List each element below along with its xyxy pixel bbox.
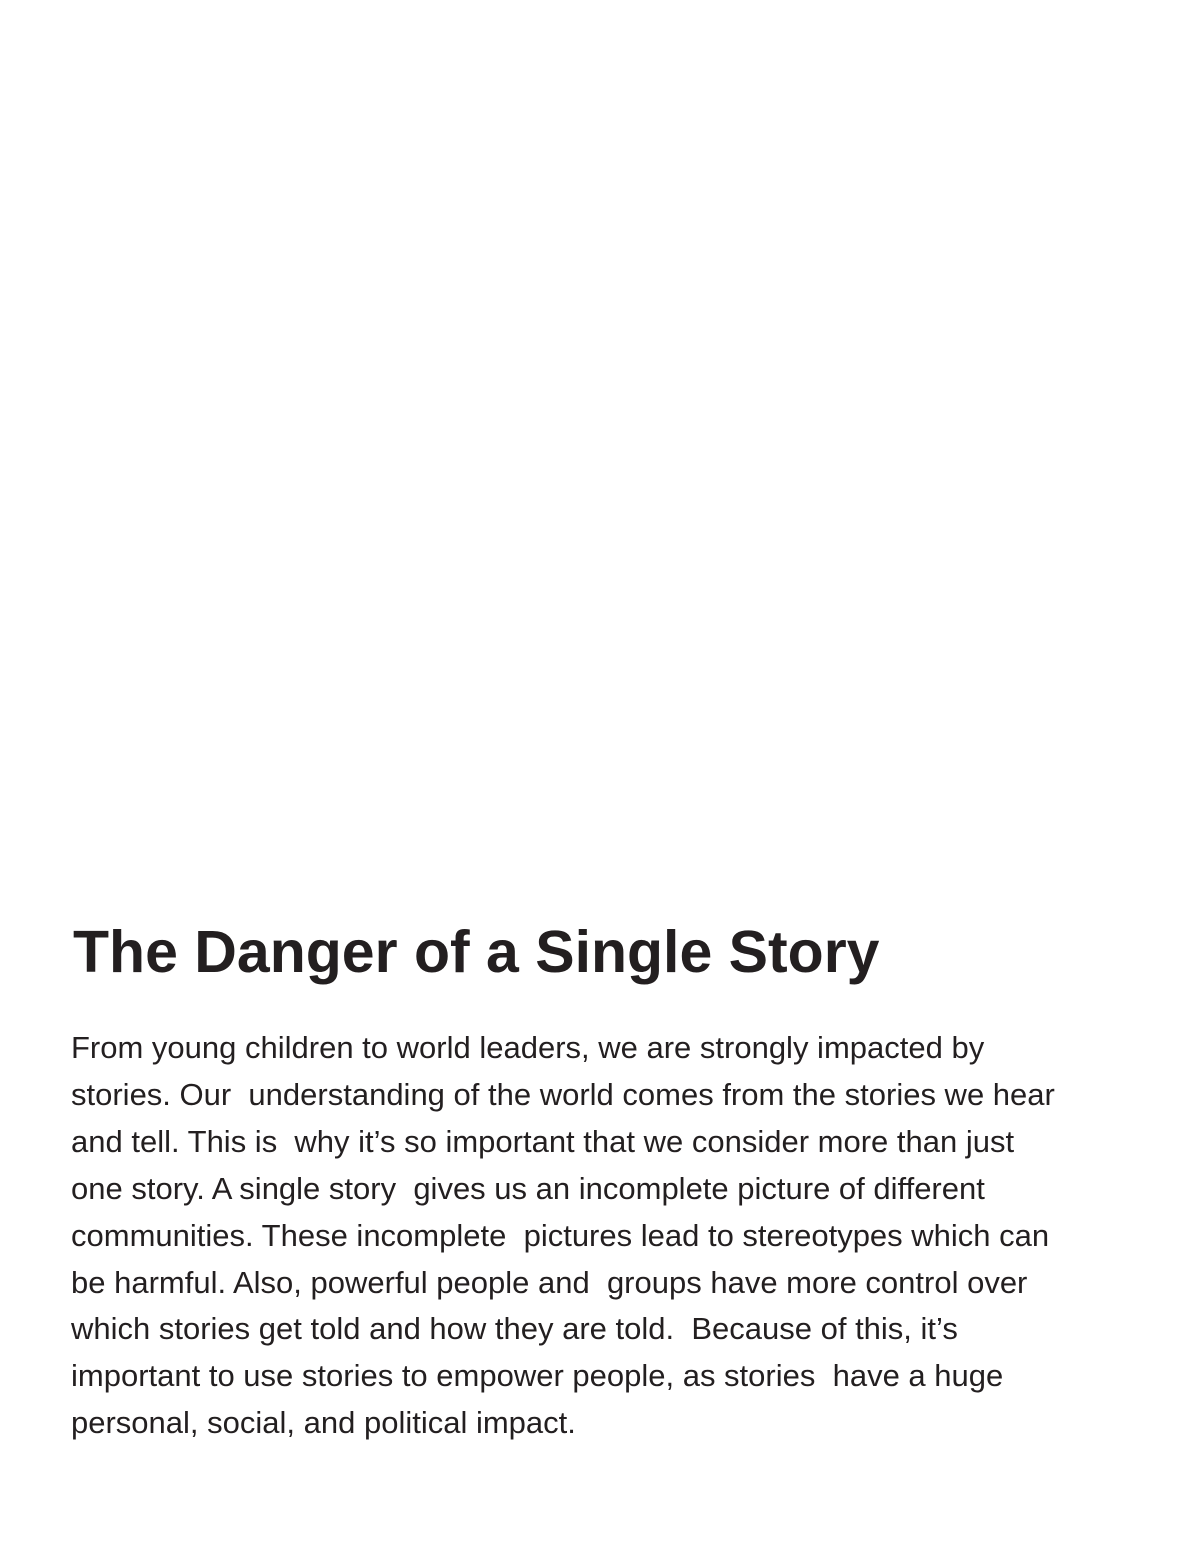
body-line: be harmful. Also, powerful people and groups have more control over	[71, 1264, 1028, 1300]
body-line: communities. These incomplete pictures lead to stereotypes which can	[71, 1217, 1050, 1253]
body-line: important to use stories to empower people, as stories have a huge	[71, 1358, 1004, 1394]
body-line: stories. Our understanding of the world comes from the stories we hear	[71, 1076, 1055, 1112]
body-line: which stories get told and how they are told. Because of this, it’s	[71, 1311, 958, 1347]
body-line: one story. A single story gives us an incomplete picture of different	[71, 1170, 985, 1206]
document-title: The Danger of a Single Story	[73, 919, 880, 985]
body-line: and tell. This is why it’s so important that we consider more than just	[71, 1123, 1015, 1159]
body-line: From young children to world leaders, we are strongly impacted by	[71, 1030, 985, 1065]
body-line: personal, social, and political impact.	[71, 1405, 576, 1441]
body-paragraph	[71, 1025, 1171, 1447]
